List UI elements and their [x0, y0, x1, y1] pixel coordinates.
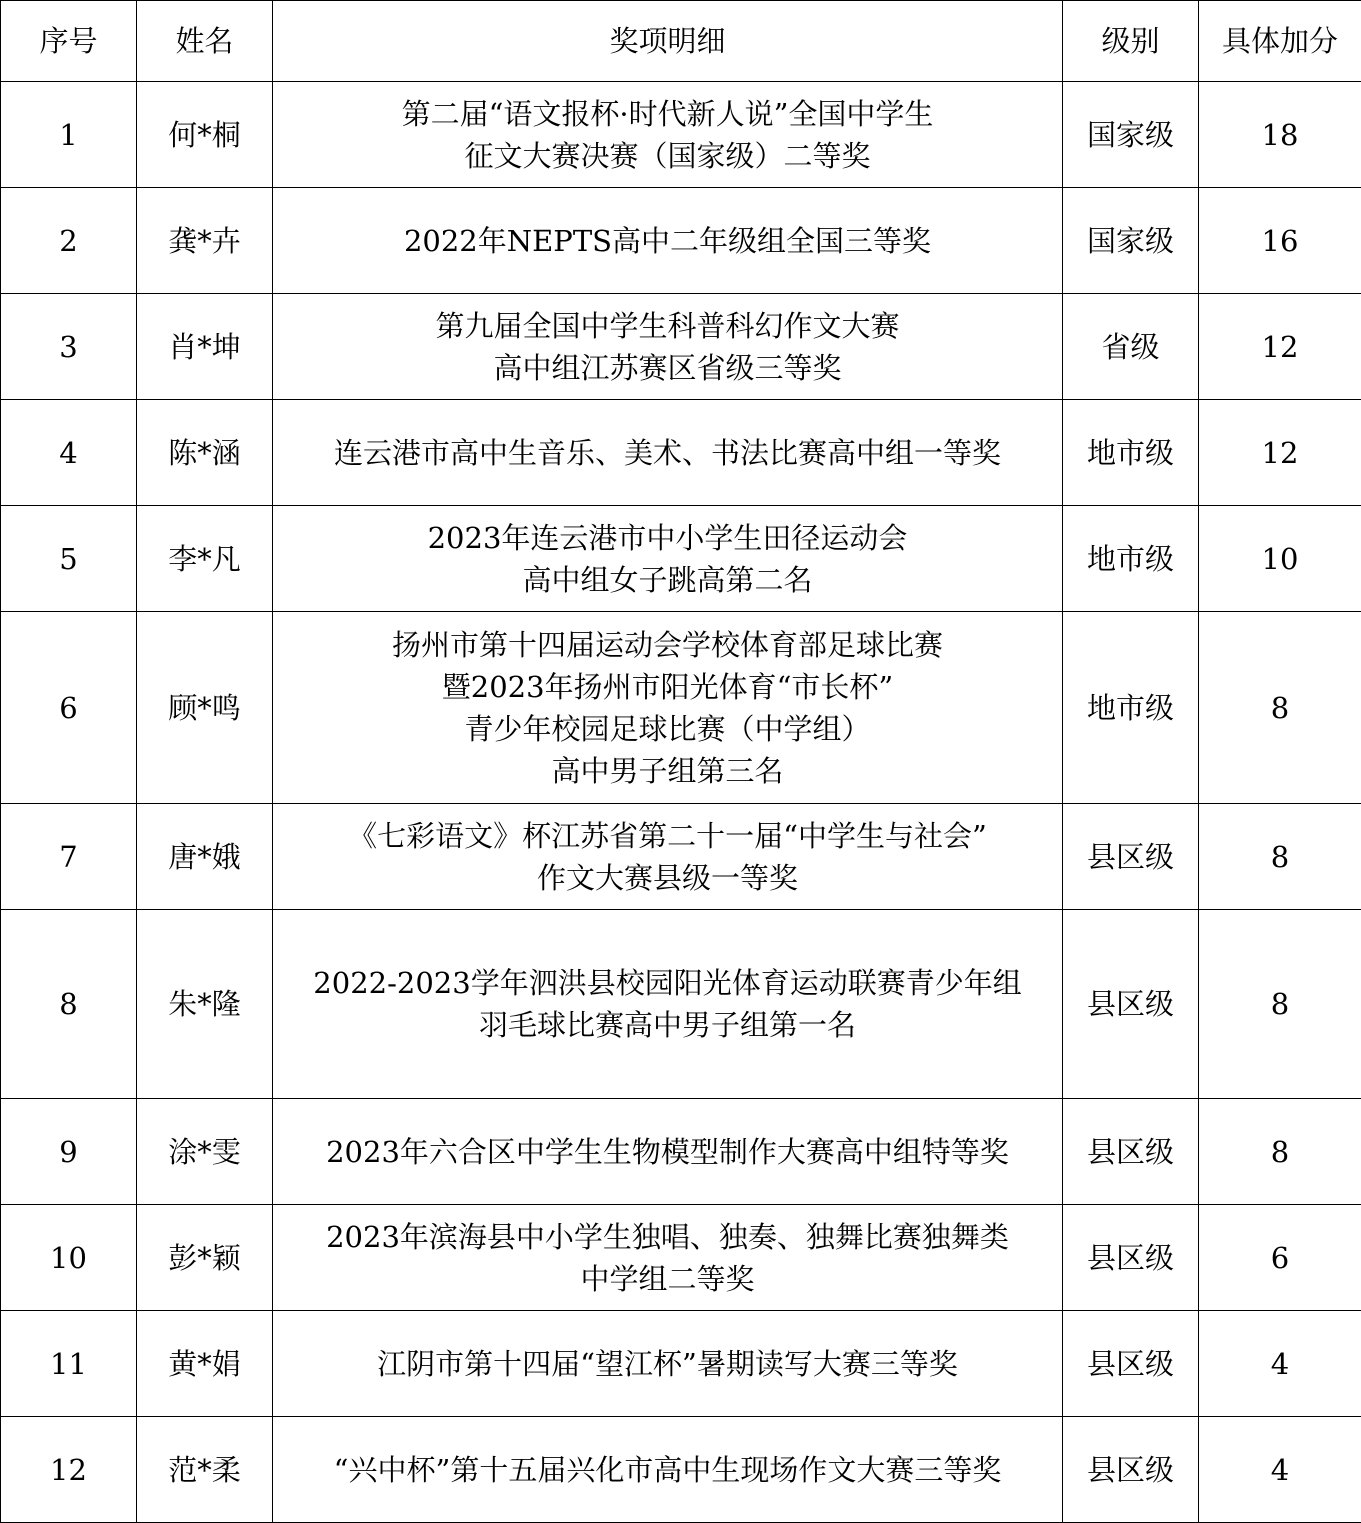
row-award: [273, 188, 1063, 294]
row-award: [273, 506, 1063, 612]
row-score: 4: [1199, 1417, 1361, 1523]
award-line: 第二届“语文报杯·时代新人说”全国中学生: [401, 96, 934, 131]
row-award: [273, 82, 1063, 188]
award-line: 高中男子组第三名: [551, 753, 784, 788]
row-name: 李*凡: [137, 506, 273, 612]
award-line: 2023年连云港市中小学生田径运动会: [427, 520, 908, 555]
row-level: 县区级: [1063, 804, 1199, 910]
row-score: 12: [1199, 400, 1361, 506]
row-index: 8: [1, 910, 137, 1099]
row-index: 2: [1, 188, 137, 294]
row-award: [273, 1311, 1063, 1417]
row-score: 12: [1199, 294, 1361, 400]
row-name: 涂*雯: [137, 1099, 273, 1205]
row-level: 省级: [1063, 294, 1199, 400]
row-award: [273, 1205, 1063, 1311]
header-name: 姓名: [137, 1, 273, 82]
table-row: [1, 1311, 1361, 1417]
row-index: 6: [1, 612, 137, 804]
row-name: 唐*娥: [137, 804, 273, 910]
award-line: 《七彩语文》杯江苏省第二十一届“中学生与社会”: [348, 818, 987, 853]
header-index: 序号: [1, 1, 137, 82]
row-index: 7: [1, 804, 137, 910]
award-line: 羽毛球比赛高中男子组第一名: [478, 1008, 856, 1042]
row-level: 县区级: [1063, 1417, 1199, 1523]
award-line: 作文大赛县级一等奖: [536, 860, 798, 895]
row-name: 范*柔: [137, 1417, 273, 1523]
row-award: [273, 612, 1063, 804]
award-line: 暨2023年扬州市阳光体育“市长杯”: [441, 669, 894, 704]
header-row: [1, 1, 1361, 82]
table-row: [1, 188, 1361, 294]
row-score: 8: [1199, 910, 1361, 1099]
award-line: 连云港市高中生音乐、美术、书法比赛高中组一等奖: [333, 435, 1001, 470]
row-score: 4: [1199, 1311, 1361, 1417]
row-level: 地市级: [1063, 612, 1199, 804]
award-line: 中学组二等奖: [580, 1261, 755, 1296]
table-row: [1, 1417, 1361, 1523]
row-score: 6: [1199, 1205, 1361, 1311]
row-name: 何*桐: [137, 82, 273, 188]
row-score: 10: [1199, 506, 1361, 612]
award-line: 2023年滨海县中小学生独唱、独奏、独舞比赛独舞类: [326, 1219, 1009, 1254]
row-score: 16: [1199, 188, 1361, 294]
row-level: 地市级: [1063, 400, 1199, 506]
table-row: [1, 1099, 1361, 1205]
row-level: 国家级: [1063, 188, 1199, 294]
row-name: 陈*涵: [137, 400, 273, 506]
row-level: 国家级: [1063, 82, 1199, 188]
award-line: 2023年六合区中学生生物模型制作大赛高中组特等奖: [326, 1134, 1009, 1169]
row-score: 8: [1199, 1099, 1361, 1205]
row-index: 1: [1, 82, 137, 188]
award-line: 2022-2023学年泗洪县校园阳光体育运动联赛青少年组: [313, 966, 1022, 1000]
table-row: [1, 1205, 1361, 1311]
row-name: 朱*隆: [137, 910, 273, 1099]
row-index: 12: [1, 1417, 137, 1523]
table-row: [1, 294, 1361, 400]
table-row: [1, 910, 1361, 1099]
row-score: 18: [1199, 82, 1361, 188]
award-line: 第九届全国中学生科普科幻作文大赛: [435, 308, 900, 343]
row-score: 8: [1199, 612, 1361, 804]
row-award: [273, 1099, 1063, 1205]
row-name: 顾*鸣: [137, 612, 273, 804]
table-row: [1, 804, 1361, 910]
row-index: 3: [1, 294, 137, 400]
award-line: 扬州市第十四届运动会学校体育部足球比赛: [391, 627, 943, 662]
row-index: 4: [1, 400, 137, 506]
award-line: 高中组女子跳高第二名: [522, 562, 813, 597]
award-line: “兴中杯”第十五届兴化市高中生现场作文大赛三等奖: [333, 1452, 1002, 1487]
table-row: [1, 82, 1361, 188]
header-level: 级别: [1063, 1, 1199, 82]
header-award-details: 奖项明细: [273, 1, 1063, 82]
award-line: 高中组江苏赛区省级三等奖: [493, 350, 842, 385]
row-award: [273, 294, 1063, 400]
table-row: [1, 506, 1361, 612]
row-award: [273, 910, 1063, 1099]
row-award: [273, 804, 1063, 910]
header-score: 具体加分: [1199, 1, 1361, 82]
award-line: 青少年校园足球比赛（中学组）: [464, 711, 871, 746]
award-line: 征文大赛决赛（国家级）二等奖: [464, 138, 871, 173]
table-row: [1, 612, 1361, 804]
row-name: 肖*坤: [137, 294, 273, 400]
row-name: 黄*娟: [137, 1311, 273, 1417]
row-level: 县区级: [1063, 910, 1199, 1099]
row-award: [273, 1417, 1063, 1523]
table-row: [1, 400, 1361, 506]
row-index: 9: [1, 1099, 137, 1205]
row-name: 龚*卉: [137, 188, 273, 294]
award-line: 2022年NEPTS高中二年级组全国三等奖: [403, 223, 932, 258]
row-index: 5: [1, 506, 137, 612]
award-line: 江阴市第十四届“望江杯”暑期读写大赛三等奖: [377, 1346, 958, 1381]
row-index: 11: [1, 1311, 137, 1417]
row-name: 彭*颖: [137, 1205, 273, 1311]
row-level: 县区级: [1063, 1205, 1199, 1311]
row-index: 10: [1, 1205, 137, 1311]
row-award: [273, 400, 1063, 506]
row-level: 县区级: [1063, 1099, 1199, 1205]
row-level: 地市级: [1063, 506, 1199, 612]
row-level: 县区级: [1063, 1311, 1199, 1417]
row-score: 8: [1199, 804, 1361, 910]
